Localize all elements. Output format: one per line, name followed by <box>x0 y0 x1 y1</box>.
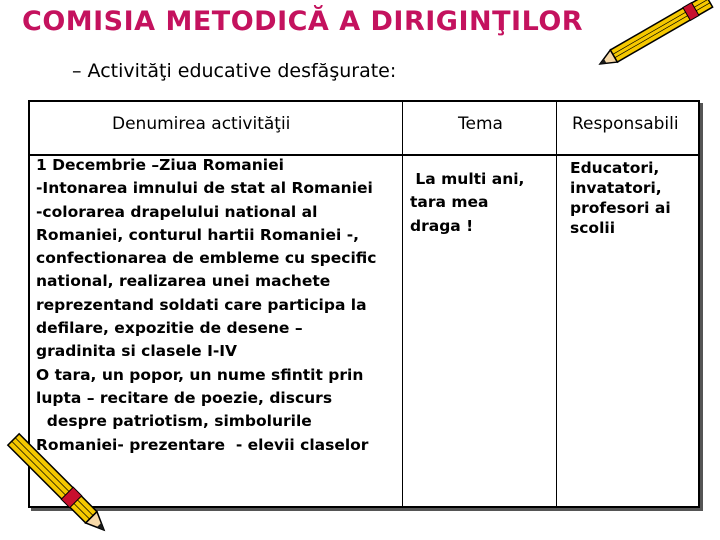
activity-line: national, realizarea unei machete <box>36 272 331 291</box>
activity-line: Romaniei- prezentare - elevii claselor <box>36 435 369 454</box>
column-divider <box>402 102 403 506</box>
activity-line: gradinita si clasele I-IV <box>36 342 238 361</box>
slide-subtitle: – Activităţi educative desfăşurate: <box>72 60 397 82</box>
activity-line: defilare, expozitie de desene – <box>36 319 303 338</box>
activity-line: -Intonarea imnului de stat al Romaniei <box>36 179 373 198</box>
activity-line: Romaniei, conturul hartii Romaniei -, <box>36 225 360 244</box>
column-divider <box>556 102 557 506</box>
activity-cell <box>36 154 376 457</box>
activity-line: 1 Decembrie –Ziua Romaniei <box>36 156 284 174</box>
slide-title: COMISIA METODICĂ A DIRIGINŢILOR <box>22 6 584 37</box>
activity-line: reprezentand soldati care participa la <box>36 295 367 314</box>
responsible-line: profesori ai <box>570 199 671 217</box>
theme-cell <box>410 168 524 238</box>
pencil-icon <box>0 420 130 540</box>
theme-line: La multi ani, <box>410 170 525 188</box>
activity-line: confectionarea de embleme cu specific <box>36 249 377 268</box>
activity-line: O tara, un popor, un nume sfintit prin <box>36 365 364 384</box>
pencil-icon <box>590 0 720 80</box>
theme-line: tara mea <box>410 193 489 212</box>
responsible-cell <box>570 158 671 238</box>
header-activity: Denumirea activităţii <box>112 114 291 134</box>
theme-line: draga ! <box>410 216 474 235</box>
responsible-line: scolii <box>570 219 616 237</box>
responsible-line: invatatori, <box>570 179 662 197</box>
header-responsible: Responsabili <box>572 114 679 134</box>
responsible-line: Educatori, <box>570 159 660 177</box>
header-theme: Tema <box>458 114 503 134</box>
activity-line: -colorarea drapelului national al <box>36 202 318 221</box>
activity-line: despre patriotism, simbolurile <box>36 412 312 431</box>
activity-line: lupta – recitare de poezie, discurs <box>36 388 333 407</box>
